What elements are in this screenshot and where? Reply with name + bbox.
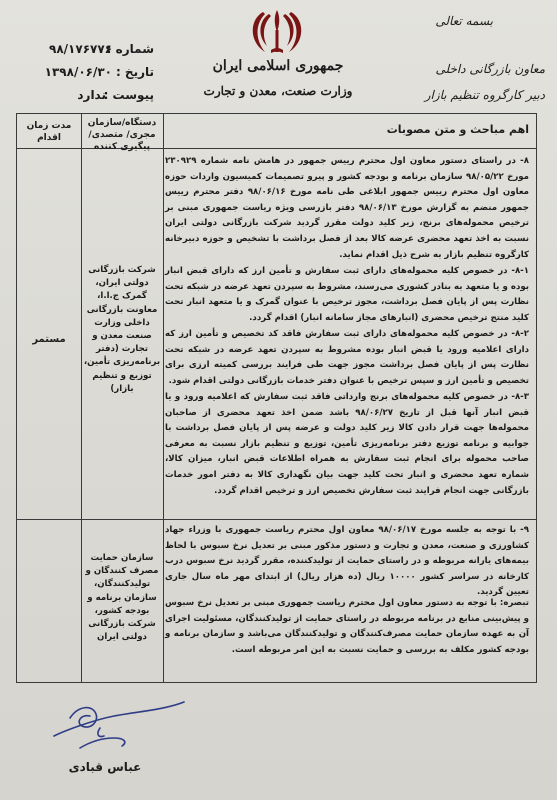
signer-name: عباس قبادی xyxy=(68,760,142,774)
resolution-8-3: ۸-۳- در خصوص کلیه محموله‌های برنج وارداتی فاقد ثبت سفارش که اعلامیه ورود و یا قبض انبار آنها قبل از تاریخ ۹۸/۰۶/۲۷ باشد ضمن اخذ تعهد محضری از صاحبان محموله‌ها جهت قرار دادن کالا زیر کلید دولت و عرضه پس از پایان فصل برداشت با جوابیه و برنامه توزیع دفتر برنامه‌ریزی تأمین، توزیع و تنظیم بازار نسبت به معرفی صاحب محموله برای انجام ثبت سفارش به همراه اطلاعات قبض انبار، میزان کالا، شماره تعهد محضری و انبار تحت کلید جهت بیان نگهداری کالا به دفتر امور خدمات بازرگانی جهت انجام فرایند ثبت سفارش تخصیص ارز و ترخیص اقدام گردد. xyxy=(165,392,529,496)
resolution-8-1: ۸-۱- در خصوص کلیه محموله‌های دارای ثبت سفارش و تأمین ارز که دارای قبض انبار بوده و یا متعهد به بنادر کشوری می‌رسند، مشروط به سپردن تعهد عرضه در شبکه تحت نظارت پس از پایان فصل برداشت، مجوز ترخیص با عنوان گمرک و یا متعهد انبار تحت کلید منتج ترخیص محضری (انبارهای مجاز سامانه انبار) اقدام گردد. xyxy=(165,266,529,323)
date-value: ۱۳۹۸/۰۶/۳۰ xyxy=(44,65,112,79)
resolution-9: ۹- با توجه به جلسه مورخ ۹۸/۰۶/۱۷ معاون اول محترم ریاست جمهوری با وزراء جهاد کشاورزی و صنعت، معدن و تجارت و دستور مذکور مبنی بر تعدیل نرخ سبوس با لحاظ بیمه‌های یارانه مربوطه و در راستای حمایت از تولیدکننده، مقرر گردید نرخ سبوس درب کارخانه در سراسر کشور ۱۰۰۰۰ ریال (ده هزار ریال) از ابتدای مهر ماه سال جاری تعیین گردید. xyxy=(165,525,530,598)
row-9-unit: سازمان حمایت مصرف کنندگان و تولیدکنندگان، سازمان برنامه و بودجه کشور، شرکت بازرگانی دولتی ایران xyxy=(85,553,159,643)
row-8-unit: شرکت بازرگانی دولتی ایران، گمرک ج.ا.ا، معاونت بازرگانی داخلی وزارت صنعت معدن و تجارت (دفتر برنامه‌ریزی تأمین، توزیع و تنظیم بازار) xyxy=(83,265,161,394)
row-8-deadline: مستمر xyxy=(32,334,66,345)
letter-attachment xyxy=(0,86,160,108)
letter-number xyxy=(0,40,160,62)
ministry-title: وزارت صنعت، معدن و تجارت xyxy=(203,84,353,98)
resolution-8-2: ۸-۲- در خصوص کلیه محموله‌های دارای ثبت سفارش فاقد کد تخصیص و تأمین ارز که دارای اعلامیه ورود یا قبض انبار بوده مشروط به سپردن تعهد عرضه در شبکه تحت نظارت پس از پایان فصل برداشت مجوز جهت طی فرایند بررسی کمیته ارزی برای تخصیص و تأمین ارز و سپس ترخیص با عنوان دفتر خدمات بازرگانی دولتی اقدام شود. xyxy=(165,329,529,386)
resolution-9-note: تبصره: با توجه به دستور معاون اول محترم ریاست جمهوری مبنی بر تعدیل نرخ سبوس و پیش‌بینی منابع در برنامه مربوطه در راستای حمایت از تولیدکنندگان، مسئولیت اجرای آن به عهده سازمان حمایت مصرف‌کنندگان و تولیدکنندگان می‌باشد و سازمان برنامه و بودجه کشور مکلف به بررسی و حمایت نسبت به این امر مربوطه است. xyxy=(165,598,529,655)
column-header-deadline: مدت زمان اقدام xyxy=(26,121,72,143)
column-header-unit: دستگاه/سازمان مجری/ متصدی/ پیگیری کننده xyxy=(87,118,157,152)
handwritten-signature-icon xyxy=(40,688,200,758)
basmala: بسمه تعالی xyxy=(435,14,493,28)
letter-date xyxy=(0,63,160,85)
column-header-subject: اهم مباحث و متن مصوبات xyxy=(386,123,529,136)
iran-emblem-icon xyxy=(249,6,305,56)
department-line: معاون بازرگانی داخلی xyxy=(435,62,545,76)
committee-line: دبیر کارگروه تنظیم بازار xyxy=(424,88,545,102)
attachment-value: ندارد xyxy=(77,88,106,102)
number-value: ۹۸/۱۷۶۷۷۶ xyxy=(49,42,112,56)
resolution-8: ۸- در راستای دستور معاون اول محترم رییس جمهور در هامش نامه شماره ۲۳۰۹۲۹ مورخ ۹۸/۰۵/۲۲ سازمان برنامه و بودجه کشور و پیرو تصمیمات کمیسیون واردات حوزه معاون اول محترم رییس جمهور ابلاغی طی نامه مورخ ۹۸/۰۶/۱۶ دفتر محترم رییس جمهور منضم به گزارش مورخ ۹۸/۰۶/۱۳ دفتر بازرسی ویژه ریاست جمهوری مبنی بر ترخیص محموله‌های برنج، زیر کلید دولت مقرر گردید شرکت بازرگانی دولتی ایران نسبت به اخذ تعهد محضری عرضه کالا بعد از فصل برداشت با تشخیص و حوزه دبیرخانه کارگروه تنظیم بازار به شرح ذیل اقدام نماید. xyxy=(165,156,530,260)
resolutions-table xyxy=(16,113,537,683)
number-label: شماره : xyxy=(106,42,154,56)
country-title: جمهوری اسلامی ایران xyxy=(212,58,344,74)
attachment-label: پیوست : xyxy=(103,88,154,102)
date-label: تاریخ : xyxy=(115,65,154,79)
